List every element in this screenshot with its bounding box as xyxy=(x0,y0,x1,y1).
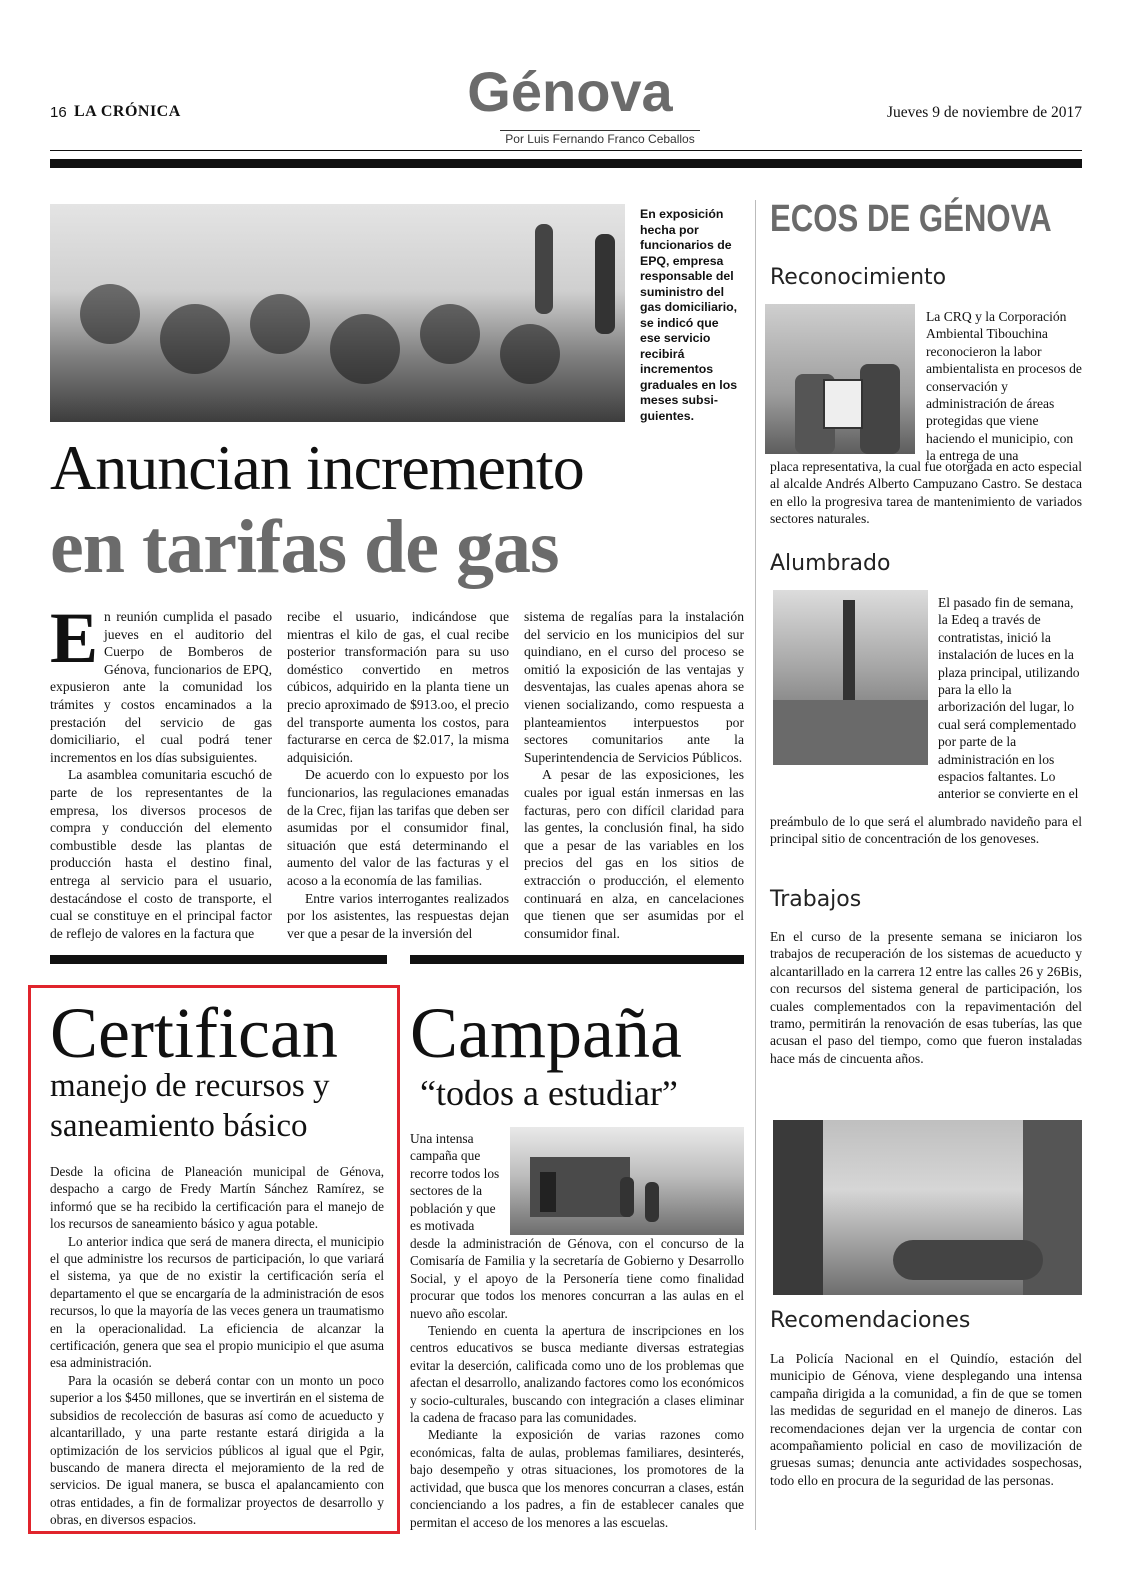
alumbrado-title: Alumbrado xyxy=(770,551,891,576)
ecos-title: ECOS DE GÉNOVA xyxy=(770,198,1052,240)
page-number: 16 xyxy=(50,104,67,121)
reconocimiento-text: placa representativa, la cual fue otorgada en acto especial al alcalde Andrés Alberto Campuzano Castro. Se destaca en ello la progresiva tarea de mantenimiento de variados sectores naturales. xyxy=(770,459,1082,527)
photo-caption: En exposición hecha por funcionarios de EPQ, empresa responsable del suministro del gas domiciliario, se indicó que ese servicio recibirá incrementos graduales en los meses subsi-guientes. xyxy=(640,207,738,423)
reconocimiento-side-text: La CRQ y la Corporación Ambiental Tibouchina reconocieron la labor ambientalista en procesos de conservación y administración de áreas protegidas que viene haciendo el municipio, con la entrega de una xyxy=(926,309,1082,464)
main-story-paragraph: n reunión cumplida el pasado jueves en el auditorio del Cuerpo de Bomberos de Génova, funcionarios de EPQ, expusieron ante la comunidad los trámites y costos encaminados a la prestación del servicio de gas domiciliario, el cual podrá tener incrementos en los días subsiguientes. xyxy=(50,609,272,765)
meeting-photo xyxy=(50,204,625,422)
certifican-paragraph: Lo anterior indica que será de manera directa, el municipio el que administre los recursos de participación, lo que variará el sistema, ya que de no existir la certificación sería el departamento el que se encargaría de la administración de esos recursos, lo que la mayoría de las veces genera un traumatismo en la operacionalidad. La eficiencia de alcanzar la certificación, genera que sea el propio municipio el que asuma esa administración. xyxy=(50,1233,384,1371)
main-headline-line2: en tarifas de gas xyxy=(50,505,559,589)
award-photo xyxy=(765,304,915,454)
campana-subhead: “todos a estudiar” xyxy=(420,1073,678,1113)
recomendaciones-text: La Policía Nacional en el Quindío, estación del municipio de Génova, viene desplegando una intensa campaña dirigida a la comunidad, a fin de que se tomen las medidas de seguridad en el manejo de dineros. Las recomendaciones dejan ver la urgencia de contar con acompañamiento policial en caso de movilización de gruesas sumas; denuncia ante actividades sospechosas, todo ello en procura de la seguridad de las personas. xyxy=(770,1351,1082,1488)
byline: Por Luis Fernando Franco Ceballos xyxy=(500,130,700,146)
campana-paragraph: Mediante la exposición de varias razones como económicas, falta de aulas, problemas familiares, desinterés, bajo desempeño y otras situaciones, los promotores de la actividad, que busca que los menores concurran a clases, están concienciando a los padres, a fin de establecer canales que permitan el acceso de los menores a las escuelas. xyxy=(410,1427,744,1530)
certifican-headline: Certifican xyxy=(50,993,338,1073)
main-headline-line1: Anuncian incremento xyxy=(50,432,584,503)
paper-name: LA CRÓNICA xyxy=(74,103,181,120)
main-story-paragraph: Entre varios interrogantes realizados por los asistentes, las respuestas dejan ver que a pesar de la inversión del xyxy=(287,890,509,941)
main-story-paragraph: A pesar de las exposiciones, les cuales por igual están inmersas en las facturas, pero con difícil claridad para las gentes, la conclusión final, ha sido que a pesar de las variables en los precios del gas en los sitios de extracción o producción, el elemento continuará en alza, en cancelaciones que tienen que ser asumidas por el consumidor final. xyxy=(524,767,744,941)
recomendaciones-title: Recomendaciones xyxy=(770,1308,971,1333)
section-title: Génova xyxy=(467,60,673,123)
trabajos-title: Trabajos xyxy=(770,887,862,912)
main-story-paragraph: sistema de regalías para la instalación del servicio en los municipios del sur quindiano, en el curso del proceso se omitió la exposición de las ventajas y desventajas, las cuales apenas ahora se vienen socializando, como respuesta a planteamientos interpuestos por sectores comunitarios ante la Superintendencia de Servicios Públicos. xyxy=(524,609,744,765)
campana-paragraph: desde la administración de Génova, con el concurso de la Comisaría de Familia y la secretaría de Gobierno y Desarrollo Social, y el apoyo de la Personería tiene como finalidad procurar que todos los menores concurran a las aulas en el nuevo año escolar. xyxy=(410,1236,744,1321)
main-story-column-3 xyxy=(524,608,744,942)
header-rule xyxy=(50,150,1082,151)
campana-body xyxy=(410,1235,744,1531)
header-bar xyxy=(50,159,1082,168)
campaign-photo xyxy=(510,1127,744,1235)
campana-headline: Campaña xyxy=(410,993,682,1073)
campana-paragraph: Teniendo en cuenta la apertura de inscripciones en los centros educativos se busca mediante diversas estrategias evitar la deserción, calificada como uno de los problemas que afectan el desarrollo, analizando factores como los económicos y socio-culturales, buscando con integración a clases eliminar la cadena de fracaso para las comunidades. xyxy=(410,1323,744,1426)
street-works-photo xyxy=(773,1120,1082,1295)
alumbrado-text: preámbulo de lo que será el alumbrado navideño para el principal sitio de concentración de los genoveses. xyxy=(770,814,1082,847)
certifican-paragraph: Para la ocasión se deberá contar con un monto un poco superior a los $450 millones, que se invertirán en el sistema de subsidios de recolección de basuras así como de acueducto y alcantarillado, y una parte restante estará dirigida a la optimización de los servicios públicos al igual que el Pgir, buscando de manera directa el mejoramiento de la red de servicios. De igual manera, se busca el apalancamiento con otras entidades, a fin de formalizar proyectos de desarrollo y obras, en diversos espacios. xyxy=(50,1372,384,1528)
reconocimiento-title: Reconocimiento xyxy=(770,265,947,290)
main-story-column-2 xyxy=(287,608,509,942)
main-story-paragraph: De acuerdo con lo expuesto por los funcionarios, las regulaciones emanadas de la Crec, fijan las tarifas que deben ser asumidas por el consumidor final, situación que está determinando el aumento del valor de las facturas y el acoso a la economía de las familias. xyxy=(287,767,509,888)
certifican-body xyxy=(50,1163,384,1529)
certifican-paragraph: Desde la oficina de Planeación municipal de Génova, despacho a cargo de Fredy Martín Sánchez Ramírez, se informó que se ha recibido la certificación para el manejo de los recursos de saneamiento básico y agua potable. xyxy=(50,1164,384,1232)
main-story-column-1 xyxy=(50,598,272,942)
issue-date: Jueves 9 de noviembre de 2017 xyxy=(887,104,1082,121)
campana-intro: Una intensa campaña que recorre todos los sectores de la población y que es motivada xyxy=(410,1131,500,1234)
column-rule xyxy=(755,200,756,1530)
section-divider-left xyxy=(50,955,387,964)
trabajos-text: En el curso de la presente semana se iniciaron los trabajos de recuperación de los sistemas de acueducto y alcantarillado en la carrera 12 entre las calles 26 y 26Bis, con recursos del sistema general de participación, los cuales complementados con la repavimentación del tramo, permitirán la renovación de esas tuberías, las que acusan el paso del tiempo, como que fueron instaladas hace más de cincuenta años. xyxy=(770,929,1082,1066)
drop-cap: E xyxy=(50,598,99,678)
alumbrado-side-text: El pasado fin de semana, la Edeq a través de contratistas, inició la instalación de luces en la plaza principal, utilizando para la ello la arborización del lugar, lo cual será complementado por parte de la administración en los espacios faltantes. Lo anterior se convierte en el xyxy=(938,595,1080,802)
main-story-paragraph: recibe el usuario, indicándose que mientras el kilo de gas, el cual recibe posterior transformación para su uso doméstico convertido en metros cúbicos, adquirido en la planta tiene un precio aproximado de $913.oo, el precio del transporte aumenta los costos, para facturarse en cerca de $2.017, la misma adquisición. xyxy=(287,609,509,765)
main-story-paragraph: La asamblea comunitaria escuchó de parte de los representantes de la empresa, los diversos procesos de compra y conducción del elemento combustible desde las plantas de producción hasta el destino final, entrega al servicio para el usuario, destacándose el costo de transporte, el cual se constituye en el principal factor de reflejo de valores en la factura que xyxy=(50,767,272,941)
section-divider-right xyxy=(410,955,744,964)
certifican-subhead: manejo de recursos y saneamiento básico xyxy=(50,1068,330,1144)
plaza-photo xyxy=(773,590,928,765)
